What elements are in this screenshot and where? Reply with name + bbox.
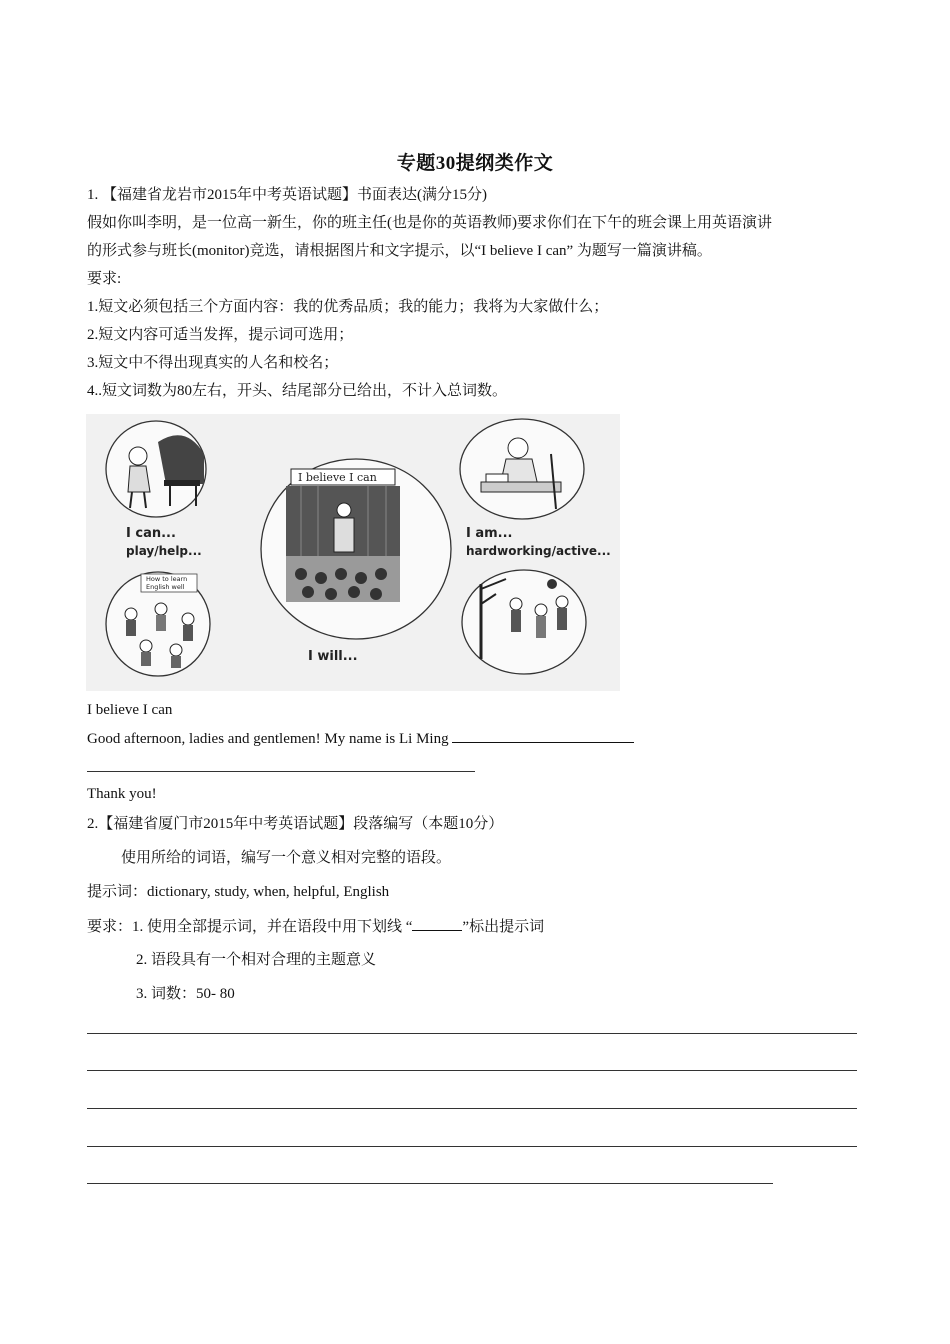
page-title: 专题30提纲类作文 bbox=[396, 153, 554, 174]
q1-heading: 1. 【福建省龙岩市2015年中考英语试题】书面表达(满分15分) bbox=[87, 187, 487, 203]
board-line2: English well bbox=[146, 583, 185, 591]
q1-requirement-4: 4..短文词数为80左右，开头、结尾部分已给出，不计入总词数。 bbox=[87, 383, 508, 399]
stage-banner: I believe I can bbox=[298, 471, 377, 484]
q1-intro-line1: 假如你叫李明，是一位高一新生，你的班主任(也是你的英语教师)要求你们在下午的班会课上用英语演讲 bbox=[87, 215, 772, 231]
kids-circle bbox=[106, 572, 210, 676]
piano-circle bbox=[106, 421, 206, 517]
q1-requirement-3: 3.短文中不得出现真实的人名和校名； bbox=[87, 355, 339, 371]
sports-circle bbox=[462, 570, 586, 674]
essay-answer-line[interactable] bbox=[87, 771, 475, 772]
board-line1: How to learn bbox=[146, 575, 188, 583]
q2-heading: 2.【福建省厦门市2015年中考英语试题】段落编写（本题10分） bbox=[87, 816, 504, 832]
will-title: I will... bbox=[308, 649, 358, 664]
study-circle bbox=[460, 419, 584, 519]
essay-answer-blank[interactable] bbox=[452, 728, 634, 743]
can-hint: play/help... bbox=[126, 544, 202, 558]
answer-line-2[interactable] bbox=[87, 1070, 857, 1071]
essay-title: I believe I can bbox=[87, 702, 173, 718]
q2-requirement-3: 3. 词数：50- 80 bbox=[136, 986, 235, 1002]
essay-opening-line bbox=[87, 728, 634, 749]
am-hint: hardworking/active... bbox=[466, 544, 611, 558]
speech-illustration bbox=[86, 414, 620, 691]
q2-instruction: 使用所给的词语，编写一个意义相对完整的语段。 bbox=[121, 850, 452, 866]
q2-keywords: 提示词：dictionary, study, when, helpful, English bbox=[87, 884, 390, 900]
answer-line-3[interactable] bbox=[87, 1108, 857, 1109]
stage-circle bbox=[261, 459, 451, 639]
can-title: I can... bbox=[126, 526, 176, 541]
answer-line-1[interactable] bbox=[87, 1033, 857, 1034]
q2-requirement-1-text-a: 要求：1. 使用全部提示词，并在语段中用下划线 “ bbox=[87, 919, 413, 935]
q1-requirement-1: 1.短文必须包括三个方面内容：我的优秀品质；我的能力；我将为大家做什么； bbox=[87, 299, 609, 315]
essay-opening-text: Good afternoon, ladies and gentlemen! My name is Li Ming bbox=[87, 731, 449, 747]
underline-sample bbox=[412, 916, 462, 931]
answer-line-5[interactable] bbox=[87, 1183, 773, 1184]
essay-closing: Thank you! bbox=[87, 786, 157, 802]
q2-requirement-2: 2. 语段具有一个相对合理的主题意义 bbox=[136, 952, 377, 968]
q1-requirement-2: 2.短文内容可适当发挥，提示词可选用； bbox=[87, 327, 354, 343]
q1-requirements-label: 要求: bbox=[87, 271, 122, 287]
am-title: I am... bbox=[466, 526, 513, 541]
q2-requirement-1-text-b: ”标出提示词 bbox=[462, 919, 545, 935]
q2-requirement-1 bbox=[87, 916, 544, 937]
q1-intro-line2: 的形式参与班长(monitor)竞选，请根据图片和文字提示，以“I believe I can” 为题写一篇演讲稿。 bbox=[87, 243, 712, 259]
answer-line-4[interactable] bbox=[87, 1146, 857, 1147]
